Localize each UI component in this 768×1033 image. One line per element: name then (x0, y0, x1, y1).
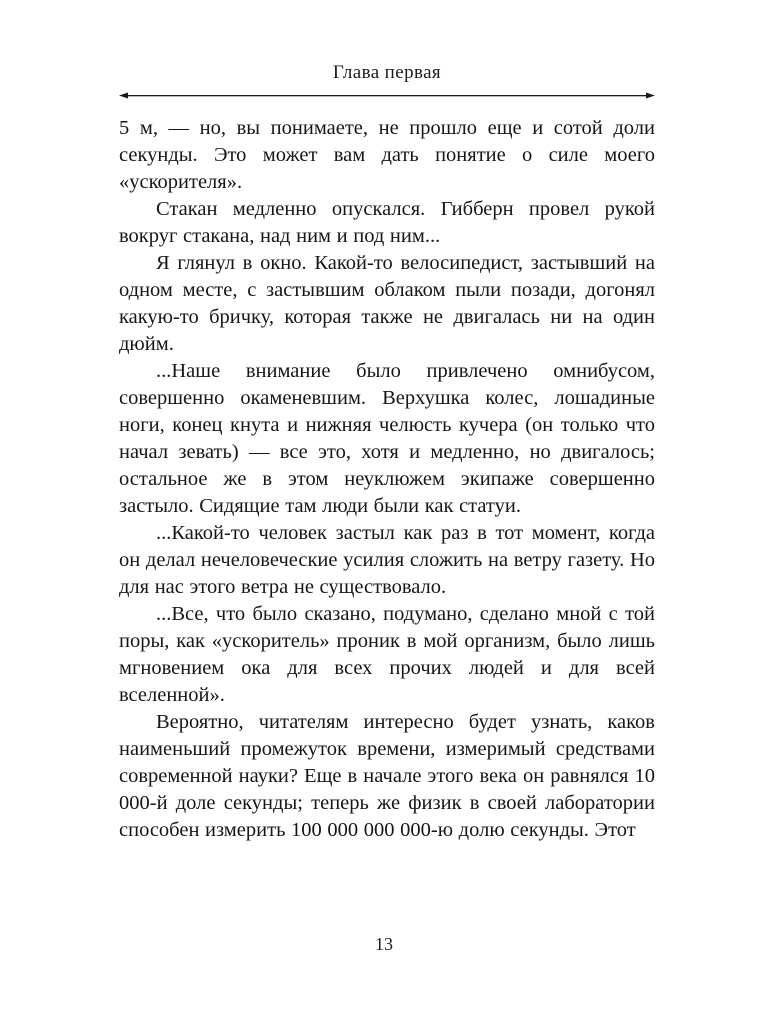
paragraph: ...Все, что было сказано, подумано, сделано мной с той поры, как «ускоритель» проник в мой организм, было лишь мгновением ока для всех прочих людей и для всей вселенной». (119, 603, 655, 706)
paragraph: ...Наше внимание было привлечено омнибусом, совершенно окаменевшим. Верхушка колес, лошадиные ноги, конец кнута и нижняя челюсть кучера (он только что начал зевать) — все это, хотя и медленно, но двигалось; остальное же в этом неуклюжем экипаже совершенно застыло. Сидящие там люди были как статуи. (119, 360, 655, 517)
paragraph: Стакан медленно опускался. Гибберн провел рукой вокруг стакана, над ним и под ним... (119, 198, 655, 247)
page-number: 13 (375, 934, 393, 954)
header-rule-ornament (119, 91, 655, 100)
text-column (119, 62, 655, 844)
paragraph: ...Какой-то человек застыл как раз в тот момент, когда он делал нечеловеческие усилия сложить на ветру газету. Но для нас этого ветра не существовало. (119, 522, 655, 598)
page-body (119, 115, 655, 844)
chapter-header: Глава первая (332, 62, 442, 83)
paragraph: Вероятно, читателям интересно будет узнать, каков наименьший промежуток времени, измеримый средствами современной науки? Еще в начале этого века он равнялся 10 000-й доле секунды; теперь же физик в своей лаборатории способен измерить 100 000 000 000-ю долю секунды. Этот (119, 711, 655, 841)
paragraph: Я глянул в окно. Какой-то велосипедист, застывший на одном месте, с застывшим облаком пыли позади, догонял какую-то бричку, которая также не двигалась ни на один дюйм. (119, 252, 655, 355)
paragraph: 5 м, — но, вы понимаете, не прошло еще и сотой доли секунды. Это может вам дать понятие о силе моего «ускорителя». (119, 117, 655, 193)
